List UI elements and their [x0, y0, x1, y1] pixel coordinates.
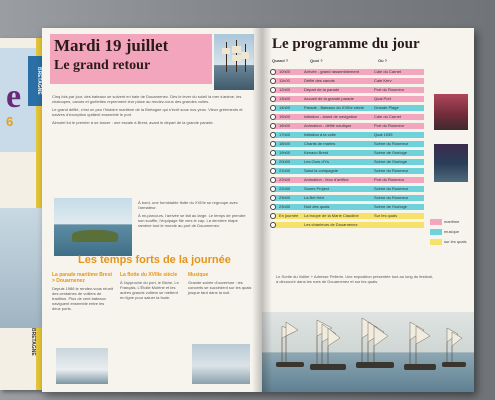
- schedule-row: [270, 140, 426, 148]
- right-page: [262, 28, 474, 392]
- cover-yellow-text: 6: [6, 114, 14, 129]
- row-event: Parade - Bateaux du XVIIIe siècle: [304, 105, 365, 110]
- row-place: Cale Kerv: [374, 78, 392, 83]
- column-heading: La parade maritime Brest > Douarnenez: [52, 272, 113, 284]
- row-event: Sonex Project: [304, 186, 329, 191]
- row-time: 11h00: [279, 78, 290, 83]
- row-marker: [270, 186, 276, 192]
- legend-swatch: [430, 229, 442, 235]
- row-marker: [270, 69, 276, 75]
- cover-side-tag: BRETAGNE: [28, 56, 42, 106]
- row-time: 15h00: [279, 114, 291, 119]
- row-event: La Bel Hèd: [304, 195, 324, 200]
- intro-text: [52, 94, 252, 128]
- row-marker: [270, 123, 276, 129]
- legend-label: musique: [444, 229, 460, 234]
- row-time: 22h30: [279, 186, 291, 191]
- row-marker: [270, 213, 276, 219]
- schedule-row: [270, 221, 426, 229]
- schedule-row: [270, 194, 426, 202]
- row-marker: [270, 204, 276, 210]
- row-event: Nuit des quais: [304, 204, 330, 209]
- row-place: Quai Port: [374, 96, 391, 101]
- column-heading: La flotte du XVIIIe siècle: [120, 272, 178, 278]
- schedule-row: [270, 86, 426, 94]
- row-time: 17h00: [279, 132, 291, 137]
- schedule-row: [270, 77, 426, 85]
- row-place: Scène de l'horloge: [374, 159, 408, 164]
- row-color-bar: [274, 132, 424, 138]
- body-text: À mi-parcours, l'arrivée se fait au large. Le temps de prendre son souffle, l'équipage file vers le cap. La dernière étape ramène tout le monde au port de Douarnenez.: [138, 213, 246, 228]
- intro-paragraph: Cinq fois par jour, des bateaux se suivent en baie de Douarnenez. Dès le lever du soleil la mer s'anime, les chaloupes, canots et goélettes reprennent leur place au rendez-vous des grandes voiles.: [52, 94, 242, 104]
- row-place: Port du Rosmeur: [374, 87, 405, 92]
- row-marker: [270, 177, 276, 183]
- row-marker: [270, 132, 276, 138]
- row-time: 18h00: [279, 141, 291, 146]
- row-marker: [270, 78, 276, 84]
- footer-text: Le Sortie du Voilier + Adresse Pellerin. Une exposition présentée tout au long du festival, à découvrir dans les rues de Douarnenez et sur les quais.: [276, 274, 433, 284]
- row-place: Cale du Carnet: [374, 69, 401, 74]
- island-photo: [54, 198, 132, 256]
- row-time: 14h00: [279, 105, 291, 110]
- row-color-bar: [274, 78, 424, 84]
- legend-label: maritime: [444, 219, 460, 224]
- row-marker: [270, 87, 276, 93]
- harbor-ships-image: [262, 312, 474, 392]
- row-event: Initiation - stand de navigation: [304, 114, 358, 119]
- program-title: Le programme du jour: [272, 36, 420, 52]
- row-time: 19h00: [279, 150, 291, 155]
- concert-photo: [434, 144, 468, 182]
- row-place: Cale du Carnet: [374, 114, 401, 119]
- schedule-row: [270, 131, 426, 139]
- row-place: Scène du Rosmeur: [374, 195, 409, 200]
- row-marker: [270, 105, 276, 111]
- row-time: 23h30: [279, 204, 291, 209]
- legend-swatch: [430, 239, 442, 245]
- legend-label: sur les quais: [444, 239, 467, 244]
- schedule-row: [270, 158, 426, 166]
- schedule-row: [270, 176, 426, 184]
- open-magazine: [42, 28, 474, 392]
- performer-photo: [434, 94, 468, 130]
- row-place: Sur les quais: [374, 213, 398, 218]
- row-place: Grande Plage: [374, 105, 399, 110]
- row-marker: [270, 150, 276, 156]
- schedule-table: [270, 68, 426, 230]
- left-page: [42, 28, 262, 392]
- highlight-column: [52, 272, 114, 314]
- row-place: Port du Rosmeur: [374, 177, 405, 182]
- highlight-column: [120, 272, 182, 303]
- row-time: 16h00: [279, 123, 291, 128]
- row-time: 12h00: [279, 87, 291, 92]
- row-marker: [270, 141, 276, 147]
- schedule-row: [270, 149, 426, 157]
- row-event: Départ de la parade: [304, 87, 340, 92]
- row-place: Scène du Rosmeur: [374, 186, 409, 191]
- row-place: Port du Rosmeur: [374, 123, 405, 128]
- row-marker: [270, 168, 276, 174]
- row-time: 20h00: [279, 159, 291, 164]
- column-header-what: Quoi ?: [310, 58, 323, 63]
- row-time: 10h00: [279, 69, 291, 74]
- cover-big-letter: e: [6, 78, 22, 115]
- boat-photo: [56, 348, 108, 384]
- legend-swatch: [430, 219, 442, 225]
- tall-ship-photo: [214, 34, 254, 90]
- row-place: Quai 1939: [374, 132, 393, 137]
- schedule-row: [270, 68, 426, 76]
- schedule-row: [270, 203, 426, 211]
- row-event: Salut la compagnie: [304, 168, 339, 173]
- row-event: Chants de marins: [304, 141, 336, 146]
- schedule-row: [270, 113, 426, 121]
- row-time: 21h00: [279, 168, 291, 173]
- row-event: Les Ours d'Ys: [304, 159, 329, 164]
- page-title: Mardi 19 juillet: [54, 36, 169, 55]
- schedule-row: [270, 212, 426, 220]
- caption-text: À bord, une formidable flotte du XVIIIe se regroupe avec l'armateur.: [138, 200, 238, 210]
- row-place: Scène du Rosmeur: [374, 168, 409, 173]
- row-event: Animation - défilé nautique: [304, 123, 352, 128]
- row-place: Scène du Rosmeur: [374, 141, 409, 146]
- column-text: Depuis 1986 le rendez-vous réunit des centaines de voiliers de tradition. Plus de cent bateaux naviguent ensemble entre les deux ports.: [52, 286, 113, 311]
- row-time: 22h00: [279, 177, 291, 182]
- row-event: Kenavo Brest: [304, 150, 329, 155]
- column-header-where: Où ?: [378, 58, 388, 63]
- row-time: 23h00: [279, 195, 291, 200]
- row-event: La troupe de la Marie Claudine: [304, 213, 359, 218]
- column-heading: Musique: [188, 272, 209, 278]
- column-text: À l'approche du port, le Biche, Le Français, L'Étoile Molène et les autres grands voiliers se mettent en ligne pour saluer la foule.: [120, 280, 179, 300]
- row-marker: [270, 159, 276, 165]
- schedule-row: [270, 167, 426, 175]
- schedule-row: [270, 122, 426, 130]
- row-time: 13h00: [279, 96, 291, 101]
- row-event: Accueil de la grande parade: [304, 96, 354, 101]
- row-time: En journée: [279, 213, 299, 218]
- intro-paragraph: Le grand défilé, c'est un peu l'histoire maritime de la Bretagne qui s'écrit sous nos yeux. Vieux gréements et navires d'exception quittent ensemble le port.: [52, 107, 243, 117]
- row-place: Scène de l'horloge: [374, 204, 408, 209]
- column-text: Grande soirée d'ouverture : les concerts se succèdent sur les quais jusque tard dans la nuit.: [188, 280, 252, 295]
- row-place: Scène de l'horloge: [374, 150, 408, 155]
- schedule-row: [270, 104, 426, 112]
- schedule-row: [270, 185, 426, 193]
- row-marker: [270, 195, 276, 201]
- highlight-column: [188, 272, 252, 298]
- cover-boats-image: [0, 208, 44, 328]
- right-text-block: [138, 200, 252, 231]
- page-subtitle: Le grand retour: [54, 58, 151, 73]
- column-header-when: Quand ?: [272, 58, 289, 63]
- row-event: Défilé des canots: [304, 78, 335, 83]
- row-event: Les chanteurs de Douarnenez: [304, 222, 358, 227]
- highlights-title: Les temps forts de la journée: [78, 254, 231, 266]
- retro-photo: [192, 344, 250, 384]
- cover-vertical-text: BRETAGNE: [30, 328, 36, 356]
- back-magazine-cover: [0, 38, 44, 390]
- ships-illustration: [262, 312, 474, 392]
- row-event: Animation - feux d'artifice: [304, 177, 349, 182]
- intro-paragraph: Almotel fut le premier à se lancer : une escale à Brest, avant le départ de la grande parade.: [52, 120, 214, 125]
- row-event: Initiation à la voile: [304, 132, 336, 137]
- row-marker: [270, 222, 276, 228]
- row-event: Arrivée - grand rassemblement: [304, 69, 359, 74]
- schedule-row: [270, 95, 426, 103]
- row-marker: [270, 96, 276, 102]
- row-marker: [270, 114, 276, 120]
